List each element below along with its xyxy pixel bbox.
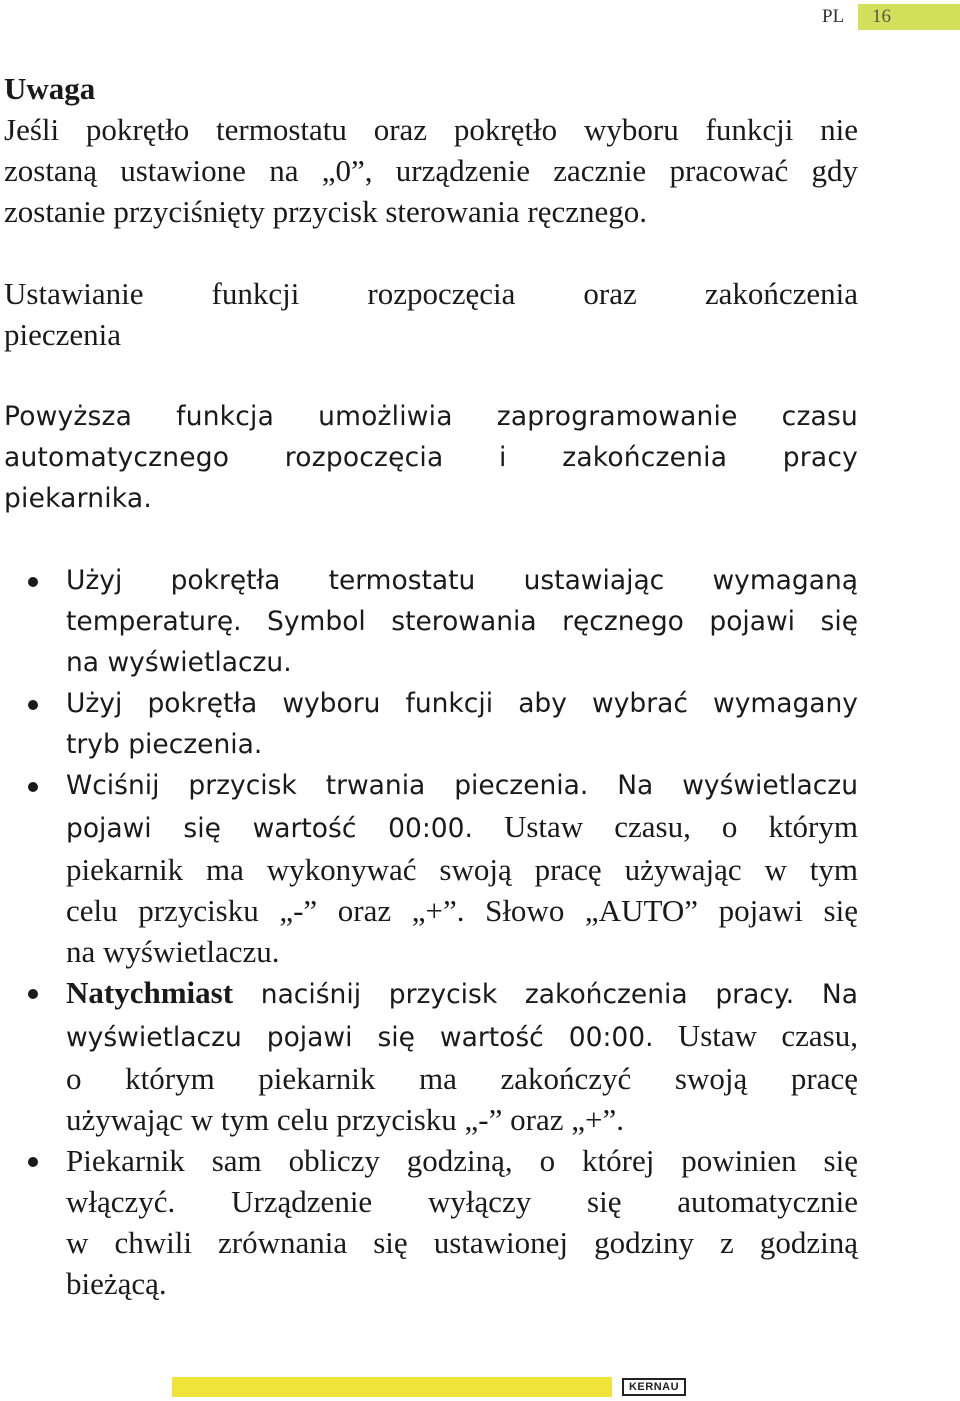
list-item <box>4 765 858 972</box>
steps-list <box>4 560 858 1304</box>
step-text: Ustaw czasu, o którym <box>472 809 858 844</box>
intro-line: automatycznego rozpoczęcia i zakończenia pracy <box>4 442 858 473</box>
language-code: PL <box>822 6 845 27</box>
step-line: o którym piekarnik ma zakończyć swoją pracę <box>66 1061 858 1096</box>
intro-line: Powyższa funkcja umożliwia zaprogramowanie czasu <box>4 401 858 432</box>
warning-line: zostaną ustawione na „0”, urządzenie zacznie pracować gdy <box>4 153 858 188</box>
step-line: piekarnik ma wykonywać swoją pracę używając w tym <box>66 852 858 887</box>
page-header <box>808 4 960 30</box>
step-line: używając w tym celu przycisku „-” oraz „+”. <box>66 1102 624 1137</box>
step-line: na wyświetlaczu. <box>66 934 280 969</box>
page-number: 16 <box>872 6 891 27</box>
section-title-line: Ustawianie funkcji rozpoczęcia oraz zakończenia <box>4 276 858 311</box>
bullet-icon <box>28 577 38 587</box>
emphasis-text: Natychmiast <box>66 975 234 1010</box>
step-line: Piekarnik sam obliczy godziną, o której powinien się <box>66 1143 858 1178</box>
step-text: naciśnij przycisk zakończenia pracy. Na <box>233 979 858 1010</box>
step-line: w chwili zrównania się ustawionej godziny z godziną <box>66 1225 858 1260</box>
step-text: wyświetlaczu pojawi się wartość 00:00. <box>66 1022 654 1053</box>
step-line: tryb pieczenia. <box>66 729 263 760</box>
step-line: Użyj pokrętła termostatu ustawiając wymaganą <box>66 565 858 596</box>
step-line: Użyj pokrętła wyboru funkcji aby wybrać wymagany <box>66 688 858 719</box>
list-item <box>4 972 858 1140</box>
step-line: celu przycisku „-” oraz „+”. Słowo „AUTO” pojawi się <box>66 893 858 928</box>
step-line: bieżącą. <box>66 1266 167 1301</box>
list-item <box>4 1140 858 1304</box>
bullet-icon <box>28 1157 38 1167</box>
page-content <box>4 68 858 1304</box>
step-text: Ustaw czasu, <box>653 1018 858 1053</box>
list-item <box>4 683 858 765</box>
intro-line: piekarnika. <box>4 483 152 514</box>
step-line: temperaturę. Symbol sterowania ręcznego pojawi się <box>66 606 858 637</box>
step-line: włączyć. Urządzenie wyłączy się automatycznie <box>66 1184 858 1219</box>
warning-line: zostanie przyciśnięty przycisk sterowania ręcznego. <box>4 194 647 229</box>
step-line: na wyświetlaczu. <box>66 647 292 678</box>
warning-title: Uwaga <box>4 71 96 106</box>
bullet-icon <box>28 989 38 999</box>
bullet-icon <box>28 782 38 792</box>
section-title <box>4 273 858 355</box>
section-intro <box>4 396 858 519</box>
step-text: pojawi się wartość 00:00. <box>66 813 473 844</box>
warning-line: Jeśli pokrętło termostatu oraz pokrętło wyboru funkcji nie <box>4 112 858 147</box>
step-line: Wciśnij przycisk trwania pieczenia. Na wyświetlaczu <box>66 770 858 801</box>
footer-accent-bar <box>172 1377 612 1397</box>
list-item <box>4 560 858 683</box>
bullet-icon <box>28 700 38 710</box>
brand-logo: KERNAU <box>622 1378 686 1396</box>
section-title-line: pieczenia <box>4 317 122 352</box>
page-number-badge <box>858 4 960 30</box>
